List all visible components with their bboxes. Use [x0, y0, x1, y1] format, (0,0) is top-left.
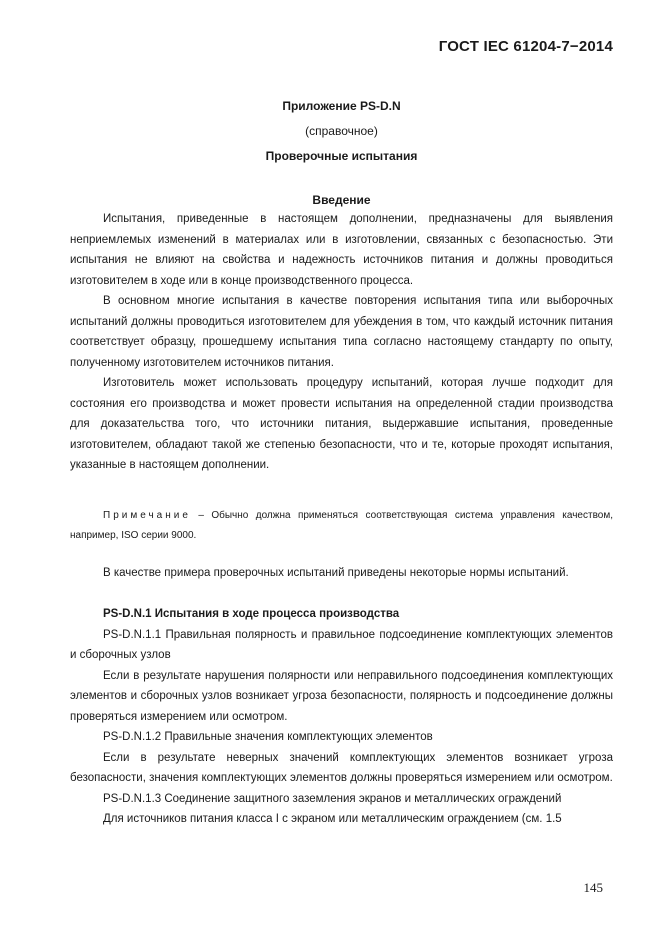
example-block: [70, 563, 613, 584]
intro-body: [70, 209, 613, 476]
appendix-status: (справочное): [305, 124, 378, 138]
appendix-name: Проверочные испытания: [265, 149, 418, 163]
example-paragraph: В качестве примера проверочных испытаний приведены некоторые нормы испытаний.: [103, 567, 569, 579]
intro-heading: Введение: [312, 193, 371, 207]
section-paragraph: Если в результате нарушения полярности или неправильного подсоединения комплектующих элементов и сборочных узлов возникает угроза безопасности, полярность и подсоединение должны проверяться измерением или осмотром.: [70, 669, 613, 723]
section-ps-d-n-1: [70, 604, 613, 830]
section-paragraph: PS-D.N.1.2 Правильные значения комплектующих элементов: [103, 731, 433, 743]
section-paragraph: PS-D.N.1.1 Правильная полярность и правильное подсоединение комплектующих элементов и сборочных узлов: [70, 628, 613, 661]
page-number: 145: [583, 880, 603, 895]
appendix-title: Приложение PS-D.N: [282, 99, 401, 113]
section-paragraph: PS-D.N.1.3 Соединение защитного заземления экранов и металлических ограждений: [103, 792, 562, 805]
section-paragraph: Для источников питания класса I с экраном или металлическим ограждением (см. 1.5: [103, 813, 562, 825]
note-text: – Обычно должна применяться соответствующая система управления качеством, например, ISO серии 9000.: [70, 510, 613, 541]
section-heading: PS-D.N.1 Испытания в ходе процесса производства: [103, 608, 400, 620]
intro-paragraph: Испытания, приведенные в настоящем дополнении, предназначены для выявления неприемлемых изменений в материалах или в изготовлении, связанных с безопасностью. Эти испытания не влияют на свойства и надежность источников питания и должны проводиться изготовителем в ходе или в конце производственного процесса.: [70, 213, 613, 287]
intro-paragraph: В основном многие испытания в качестве повторения испытания типа или выборочных испытаний должны проводиться изготовителем для убеждения в том, что каждый источник питания соответствует образцу, прошедшему испытания типа согласно настоящему стандарту по опыту, полученному изготовителем источников питания.: [70, 295, 613, 369]
intro-paragraph: Изготовитель может использовать процедуру испытаний, которая лучше подходит для состояния его производства и может провести испытания на определенной стадии производства для доказательства того, что источники питания, выдержавшие испытания, проведенные изготовителем, обладают такой же степенью безопасности, что и те, которые проходят испытания, указанные в настоящем дополнении.: [70, 377, 613, 471]
note-label: Примечание: [103, 510, 191, 521]
note-block: [70, 506, 613, 546]
section-paragraph: Если в результате неверных значений комплектующих элементов возникает угроза безопасности, значения комплектующих элементов должны проверяться измерением или осмотром.: [70, 751, 613, 784]
document-header: ГОСТ IEC 61204-7−2014: [438, 38, 613, 55]
